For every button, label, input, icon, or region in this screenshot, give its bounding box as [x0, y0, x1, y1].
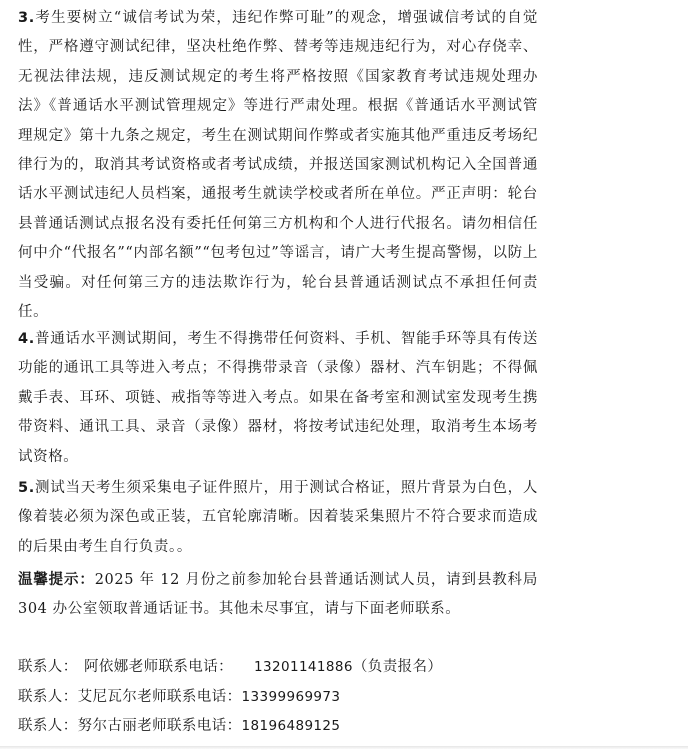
tip-text: 2025 年 12 月份之前参加轮台县普通话测试人员，请到县教科局 304 办公室领取普通话证书。其他未尽事宜，请与下面老师联系。: [18, 572, 538, 618]
paragraph-number: 4.: [18, 331, 35, 347]
paragraph-number: 3.: [18, 10, 35, 26]
paragraph-5: [18, 474, 538, 562]
tip-label: 温馨提示：: [18, 571, 95, 588]
contact-name: 阿依娜老师联系电话：: [84, 659, 233, 675]
paragraph-3: [18, 4, 538, 327]
contact-row: [18, 712, 638, 742]
paragraph-number: 5.: [18, 480, 35, 496]
contact-label: 联系人：: [18, 688, 78, 705]
contact-label: 联系人：: [18, 659, 78, 675]
paragraph-4: [18, 325, 538, 472]
paragraph-text: 测试当天考生须采集电子证件照片，用于测试合格证，照片背景为白色，人像着装必须为深色或正装，五官轮廓清晰。因着装采集照片不符合要求而造成的后果由考生自行负责。。: [18, 480, 538, 555]
tip-paragraph: [18, 565, 538, 625]
paragraph-text: 考生要树立“诚信考试为荣，违纪作弊可耻”的观念，增强诚信考试的自觉性，严格遵守测试纪律，坚决杜绝作弊、替考等违规违纪行为，对心存侥幸、无视法律法规，违反测试规定的考生将严格按照《国家教育考试违规处理办法》《普通话水平测试管理规定》等进行严肃处理。根据《普通话水平测试管理规定》第十九条之规定，考生在测试期间作弊或者实施其他严重违反考场纪律行为的，取消其考试资格或者考试成绩，并报送国家测试机构记入全国普通话水平测试违纪人员档案，通报考生就读学校或者所在单位。严正声明：轮台县普通话测试点报名没有委托任何第三方机构和个人进行代报名。请勿相信任何中介“代报名”“内部名额”“包考包过”等谣言，请广大考生提高警惕，以防上当受骗。对任何第三方的违法欺诈行为，轮台县普通话测试点不承担任何责任。: [18, 10, 538, 321]
contact-row: [18, 683, 638, 713]
contact-list: [18, 653, 638, 742]
contact-phone: 13399969973: [241, 688, 341, 705]
paragraph-text: 普通话水平测试期间，考生不得携带任何资料、手机、智能手环等具有传送功能的通讯工具等进入考点；不得携带录音（录像）器材、汽车钥匙；不得佩戴手表、耳环、项链、戒指等等进入考点。如果在备考室和测试室发现考生携带资料、通讯工具、录音（录像）器材，将按考试违纪处理，取消考生本场考试资格。: [18, 331, 538, 465]
contact-phone: 18196489125: [241, 718, 341, 734]
contact-phone: 13201141886: [254, 659, 353, 675]
contact-note: （负责报名）: [352, 659, 443, 675]
contact-name: 努尔古丽老师联系电话：: [77, 718, 242, 734]
contact-name: 艾尼瓦尔老师联系电话：: [77, 688, 242, 705]
contact-label: 联系人：: [18, 718, 78, 734]
contact-row: [18, 653, 638, 683]
